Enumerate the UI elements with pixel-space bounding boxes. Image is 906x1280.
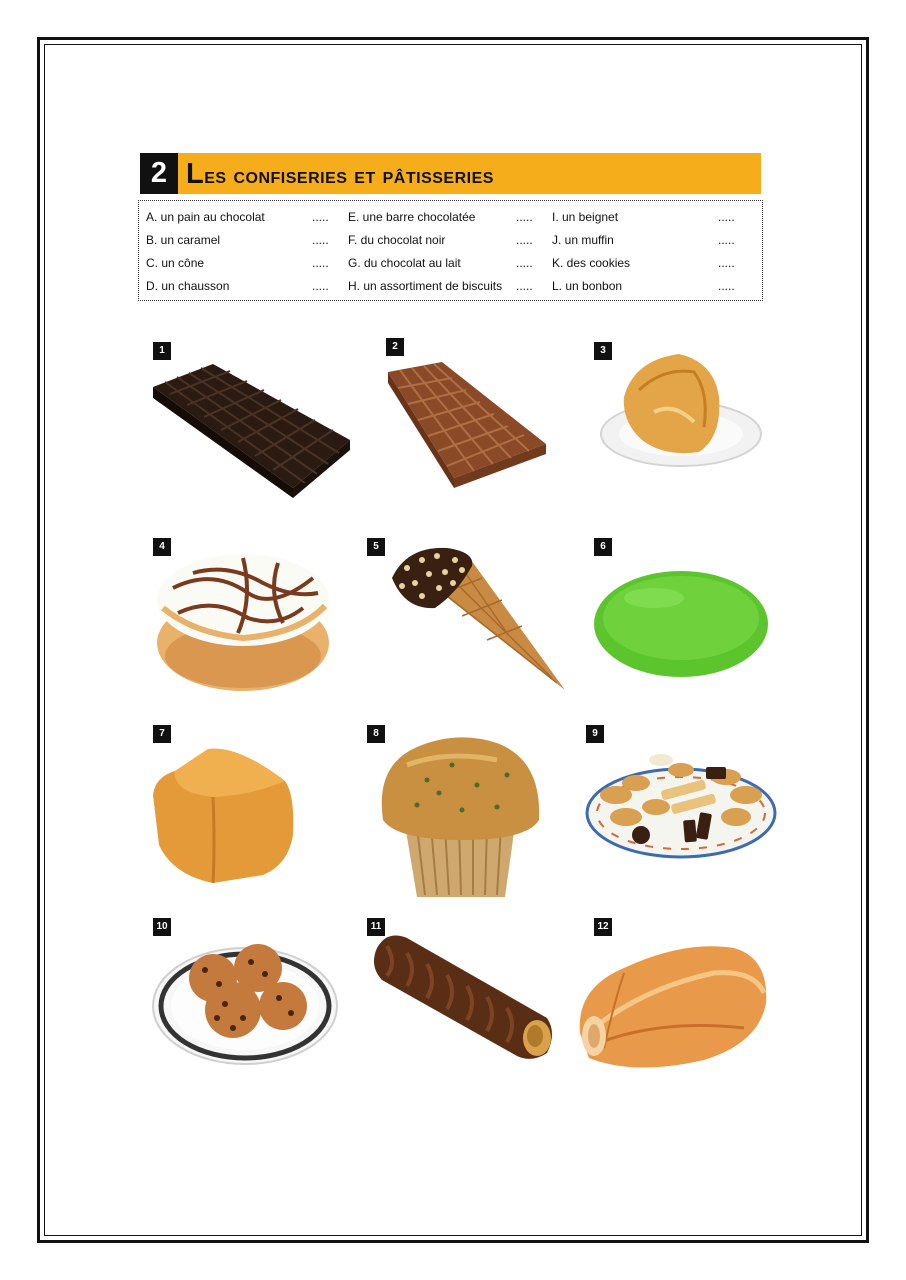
picture-card-4 — [153, 538, 373, 708]
vocab-item-c — [146, 254, 329, 277]
assorted-biscuits-plate-icon — [586, 725, 806, 895]
vocab-label: K. des cookies — [552, 256, 631, 270]
vocab-item-k — [552, 254, 735, 277]
section-title — [186, 159, 494, 190]
picture-card-8 — [367, 725, 587, 895]
vocab-item-h — [348, 277, 533, 300]
vocab-item-j — [552, 231, 735, 254]
section-title-rest: es confiseries et pâtisseries — [204, 162, 494, 188]
picture-number-3: 3 — [594, 342, 612, 360]
answer-blank[interactable]: ..... — [516, 279, 533, 293]
picture-card-7 — [153, 725, 373, 895]
vocab-label: G. du chocolat au lait — [348, 256, 461, 270]
picture-card-1 — [153, 342, 373, 512]
answer-blank[interactable]: ..... — [312, 233, 329, 247]
vocab-item-b — [146, 231, 329, 254]
vocab-label: D. un chausson — [146, 279, 230, 293]
milk-chocolate-bar-icon — [386, 338, 606, 508]
vocab-label: J. un muffin — [552, 233, 614, 247]
picture-number-7: 7 — [153, 725, 171, 743]
dark-chocolate-bar-icon — [153, 342, 373, 512]
vocab-label: I. un beignet — [552, 210, 619, 224]
picture-card-3 — [594, 342, 814, 512]
cookies-plate-icon — [153, 918, 373, 1088]
chocolate-bar-snack-icon — [367, 918, 587, 1088]
picture-card-5 — [367, 538, 587, 708]
vocabulary-box — [138, 200, 763, 301]
vocab-label: F. du chocolat noir — [348, 233, 446, 247]
vocab-item-i — [552, 208, 735, 231]
picture-number-1: 1 — [153, 342, 171, 360]
picture-number-4: 4 — [153, 538, 171, 556]
iced-donut-icon — [153, 538, 373, 708]
answer-blank[interactable]: ..... — [718, 256, 735, 270]
answer-blank[interactable]: ..... — [718, 279, 735, 293]
vocab-label: A. un pain au chocolat — [146, 210, 265, 224]
vocab-item-a — [146, 208, 329, 231]
green-candy-icon — [594, 538, 814, 708]
vocab-item-l — [552, 277, 735, 300]
picture-number-6: 6 — [594, 538, 612, 556]
answer-blank[interactable]: ..... — [516, 256, 533, 270]
picture-card-2 — [386, 338, 606, 508]
pain-au-chocolat-icon — [594, 918, 814, 1088]
answer-blank[interactable]: ..... — [516, 210, 533, 224]
picture-card-11 — [367, 918, 587, 1088]
vocabulary-column-3 — [552, 208, 735, 300]
vocab-item-e — [348, 208, 533, 231]
picture-number-2: 2 — [386, 338, 404, 356]
answer-blank[interactable]: ..... — [516, 233, 533, 247]
picture-number-5: 5 — [367, 538, 385, 556]
vocab-label: C. un cône — [146, 256, 205, 270]
vocabulary-column-2 — [348, 208, 533, 300]
section-title-initial: L — [186, 158, 205, 190]
answer-blank[interactable]: ..... — [312, 210, 329, 224]
vocab-label: L. un bonbon — [552, 279, 623, 293]
vocab-item-d — [146, 277, 329, 300]
picture-number-9: 9 — [586, 725, 604, 743]
picture-number-11: 11 — [367, 918, 385, 936]
vocab-label: H. un assortiment de biscuits — [348, 279, 503, 293]
vocab-label: B. un caramel — [146, 233, 221, 247]
picture-card-10 — [153, 918, 373, 1088]
ice-cream-cone-icon — [367, 538, 587, 708]
caramel-icon — [153, 725, 373, 895]
vocab-item-g — [348, 254, 533, 277]
turnover-pastry-icon — [594, 342, 814, 512]
answer-blank[interactable]: ..... — [312, 256, 329, 270]
picture-card-9 — [586, 725, 806, 895]
picture-card-12 — [594, 918, 814, 1088]
picture-number-8: 8 — [367, 725, 385, 743]
picture-number-12: 12 — [594, 918, 612, 936]
section-number: 2 — [140, 153, 178, 194]
answer-blank[interactable]: ..... — [312, 279, 329, 293]
vocab-item-f — [348, 231, 533, 254]
muffin-icon — [367, 725, 587, 895]
picture-card-6 — [594, 538, 814, 708]
vocabulary-column-1 — [146, 208, 329, 300]
picture-number-10: 10 — [153, 918, 171, 936]
answer-blank[interactable]: ..... — [718, 233, 735, 247]
section-header — [140, 153, 761, 194]
vocab-label: E. une barre chocolatée — [348, 210, 476, 224]
answer-blank[interactable]: ..... — [718, 210, 735, 224]
